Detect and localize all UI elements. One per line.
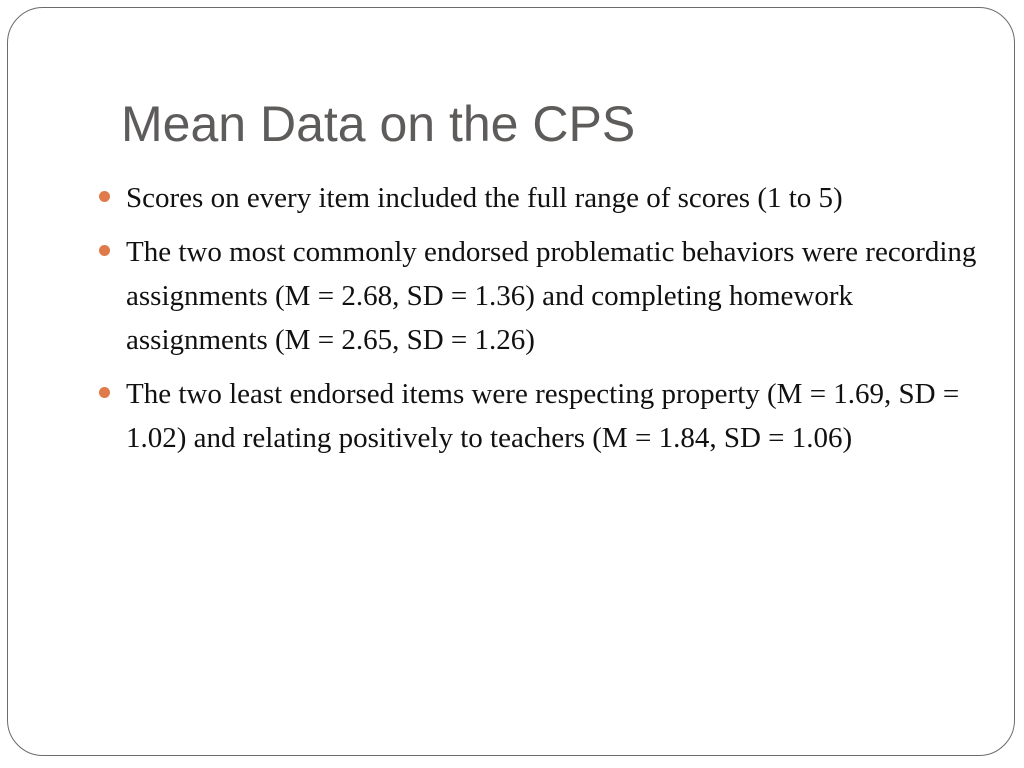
bullet-item bbox=[98, 372, 978, 460]
bullet-text: The two least endorsed items were respecting property (M = 1.69, SD = 1.02) and relating positively to teachers (M = 1.84, SD = 1.06) bbox=[126, 378, 960, 454]
bullet-text: The two most commonly endorsed problematic behaviors were recording assignments (M = 2.68, SD = 1.36) and completing homework assignments (M = 2.65, SD = 1.26) bbox=[126, 236, 977, 356]
bullet-text: Scores on every item included the full range of scores (1 to 5) bbox=[126, 182, 843, 214]
bullet-dot-icon bbox=[99, 191, 110, 202]
bullet-item bbox=[98, 176, 978, 220]
bullet-dot-icon bbox=[99, 387, 110, 398]
slide-title: Mean Data on the CPS bbox=[121, 96, 636, 152]
bullet-item bbox=[98, 230, 978, 362]
slide-frame bbox=[7, 7, 1015, 756]
bullet-list bbox=[98, 176, 978, 470]
bullet-dot-icon bbox=[99, 245, 110, 256]
